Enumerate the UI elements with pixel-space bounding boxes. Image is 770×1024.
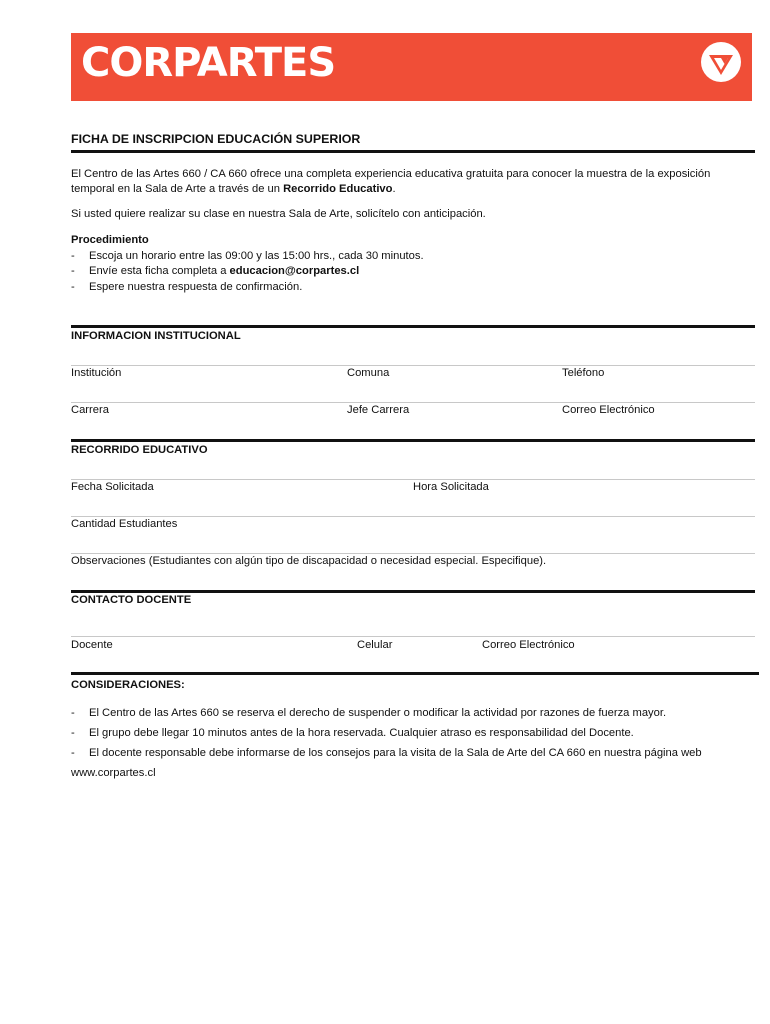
career-field-line[interactable]	[71, 402, 755, 403]
teacher-field-line[interactable]	[71, 636, 755, 637]
institutional-divider	[71, 325, 755, 328]
cell-label: Celular	[357, 639, 393, 651]
intro-bold-term: Recorrido Educativo	[283, 183, 393, 195]
institutional-heading: INFORMACION INSTITUCIONAL	[71, 330, 241, 342]
title-divider	[71, 150, 755, 153]
corpartes-emblem-icon	[700, 41, 742, 83]
requested-time-label: Hora Solicitada	[413, 481, 489, 493]
date-field-line[interactable]	[71, 479, 755, 480]
observations-label: Observaciones (Estudiantes con algún tipo de discapacidad o necesidad especial. Especifique).	[71, 555, 547, 567]
observations-field-line[interactable]	[71, 553, 755, 554]
institution-field-line[interactable]	[71, 365, 755, 366]
career-head-label: Jefe Carrera	[347, 404, 410, 416]
teacher-label: Docente	[71, 639, 113, 651]
consideration-item-1: - El Centro de las Artes 660 se reserva el derecho de suspender o modificar la actividad por razones de fuerza mayor.	[71, 707, 667, 719]
commune-label: Comuna	[347, 367, 390, 379]
institution-label: Institución	[71, 367, 122, 379]
teacher-divider	[71, 590, 755, 593]
tour-heading: RECORRIDO EDUCATIVO	[71, 444, 208, 456]
procedure-heading: Procedimiento	[71, 234, 149, 246]
teacher-heading: CONTACTO DOCENTE	[71, 594, 192, 606]
corpartes-logo: CORPARTES	[81, 40, 336, 86]
teacher-email-label: Correo Electrónico	[482, 639, 575, 651]
procedure-step-3: - Espere nuestra respuesta de confirmación.	[71, 281, 303, 293]
career-label: Carrera	[71, 404, 109, 416]
advance-notice: Si usted quiere realizar su clase en nuestra Sala de Arte, solicítelo con anticipación.	[71, 208, 486, 220]
procedure-step-1: - Escoja un horario entre las 09:00 y las 15:00 hrs., cada 30 minutos.	[71, 250, 424, 262]
education-email: educacion@corpartes.cl	[229, 265, 360, 277]
tour-divider	[71, 439, 755, 442]
intro-line-1: El Centro de las Artes 660 / CA 660 ofrece una completa experiencia educativa gratuita para conocer la muestra de la exposición	[71, 168, 711, 180]
considerations-divider	[71, 672, 759, 675]
intro-paragraph	[71, 167, 731, 197]
form-title: FICHA DE INSCRIPCION EDUCACIÓN SUPERIOR	[71, 132, 361, 146]
requested-date-label: Fecha Solicitada	[71, 481, 154, 493]
students-count-label: Cantidad Estudiantes	[71, 518, 178, 530]
procedure-step-2: - Envíe esta ficha completa a educacion@corpartes.cl	[71, 265, 360, 277]
phone-label: Teléfono	[562, 367, 605, 379]
consideration-item-3: - El docente responsable debe informarse de los consejos para la visita de la Sala de Arte del CA 660 en nuestra página web	[71, 747, 702, 759]
intro-line-2: temporal en la Sala de Arte a través de un Recorrido Educativo.	[71, 183, 396, 195]
considerations-heading: CONSIDERACIONES:	[71, 679, 185, 691]
website-link[interactable]: www.corpartes.cl	[71, 767, 156, 779]
students-field-line[interactable]	[71, 516, 755, 517]
consideration-item-2: - El grupo debe llegar 10 minutos antes de la hora reservada. Cualquier atraso es responsabilidad del Docente.	[71, 727, 634, 739]
header-banner	[71, 33, 752, 101]
institution-email-label: Correo Electrónico	[562, 404, 655, 416]
